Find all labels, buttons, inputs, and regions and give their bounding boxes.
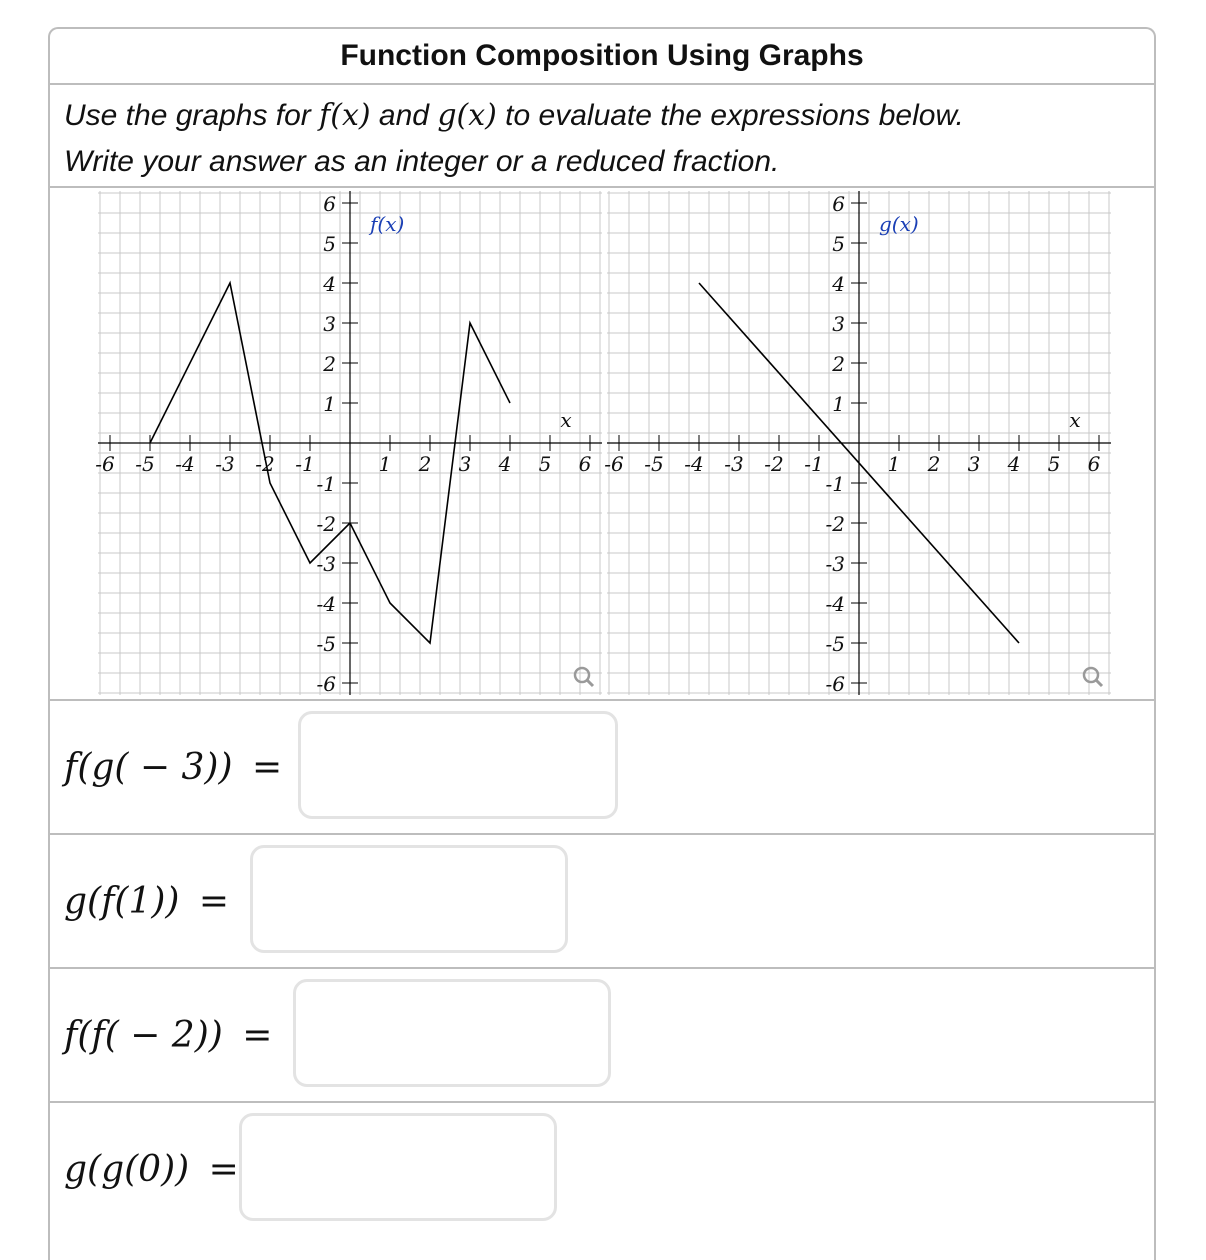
graphs-svg xyxy=(50,188,1154,699)
y-tick-label: 1 xyxy=(323,392,336,416)
f-graph-label: f(x) xyxy=(370,212,405,236)
x-tick-label: 3 xyxy=(458,452,472,476)
x-tick-label: 5 xyxy=(538,452,552,476)
magnifier-lens xyxy=(1084,668,1098,682)
x-tick-label: 2 xyxy=(418,452,432,476)
y-tick-label: -4 xyxy=(316,592,336,616)
instructions-line-1: Use the graphs for f(x) and g(x) to evaluate the expressions below. xyxy=(64,98,964,133)
y-tick-label: -2 xyxy=(825,512,845,536)
y-tick-label: 2 xyxy=(323,352,336,376)
g-of-x-symbol: g(x) xyxy=(437,98,497,133)
x-tick-label: -3 xyxy=(215,452,235,476)
question-row-4 xyxy=(50,1103,1154,1237)
y-tick-label: -5 xyxy=(316,632,336,656)
y-tick-label: 6 xyxy=(832,192,845,216)
y-tick-label: 2 xyxy=(832,352,845,376)
x-tick-label: -1 xyxy=(804,452,824,476)
magnifier-handle xyxy=(1096,680,1102,686)
magnifier-lens xyxy=(575,668,589,682)
y-tick-label: 6 xyxy=(323,192,336,216)
x-tick-label: -5 xyxy=(644,452,664,476)
x-tick-label: 6 xyxy=(578,452,592,476)
x-tick-label: -6 xyxy=(95,452,115,476)
instructions xyxy=(50,85,1154,188)
x-tick-label: 1 xyxy=(378,452,392,476)
magnifier-icon xyxy=(575,668,593,686)
y-tick-label: -3 xyxy=(825,552,845,576)
x-tick-label: 1 xyxy=(887,452,901,476)
magnifier-handle xyxy=(587,680,593,686)
instructions-line-2: Write your answer as an integer or a reduced fraction. xyxy=(64,145,780,178)
y-tick-label: -6 xyxy=(316,672,336,696)
y-tick-label: 4 xyxy=(323,272,336,296)
y-tick-label: 5 xyxy=(323,232,336,256)
x-tick-label: 3 xyxy=(967,452,981,476)
page-title: Function Composition Using Graphs xyxy=(50,29,1154,85)
question-row-2 xyxy=(50,835,1154,969)
y-tick-label: 4 xyxy=(832,272,845,296)
answer-input-2[interactable] xyxy=(250,845,568,953)
x-tick-label: -5 xyxy=(135,452,155,476)
x-axis-label: x xyxy=(1069,408,1081,432)
answer-input-3[interactable] xyxy=(293,979,611,1087)
magnifier-icon xyxy=(1084,668,1102,686)
x-tick-label: -4 xyxy=(684,452,704,476)
x-tick-label: -6 xyxy=(604,452,624,476)
question-row-3 xyxy=(50,969,1154,1103)
x-tick-label: 5 xyxy=(1047,452,1061,476)
x-tick-label: 4 xyxy=(498,452,512,476)
f-graph-curve xyxy=(150,283,510,643)
x-axis-label: x xyxy=(560,408,572,432)
x-tick-label: 6 xyxy=(1087,452,1101,476)
y-tick-label: -6 xyxy=(825,672,845,696)
y-tick-label: -1 xyxy=(316,472,336,496)
graphs-area xyxy=(50,188,1154,701)
question-row-1 xyxy=(50,701,1154,835)
x-tick-label: 2 xyxy=(927,452,941,476)
y-tick-label: -5 xyxy=(825,632,845,656)
x-tick-label: -1 xyxy=(295,452,315,476)
f-of-x-symbol: f(x) xyxy=(319,98,371,133)
y-tick-label: 3 xyxy=(832,312,845,336)
x-tick-label: -3 xyxy=(724,452,744,476)
y-tick-label: -1 xyxy=(825,472,845,496)
y-tick-label: 3 xyxy=(323,312,336,336)
g-graph-label: g(x) xyxy=(879,212,919,236)
expression-f-g-neg3: f(g( − 3)) = xyxy=(64,747,283,788)
y-tick-label: 5 xyxy=(832,232,845,256)
x-tick-label: 4 xyxy=(1007,452,1021,476)
x-tick-label: -2 xyxy=(764,452,784,476)
x-tick-label: -4 xyxy=(175,452,195,476)
y-tick-label: -3 xyxy=(316,552,336,576)
y-tick-label: -4 xyxy=(825,592,845,616)
expression-f-f-neg2: f(f( − 2)) = xyxy=(64,1015,273,1056)
answer-input-4[interactable] xyxy=(239,1113,557,1221)
graph-g-graph xyxy=(604,191,1111,696)
y-tick-label: 1 xyxy=(832,392,845,416)
graph-f-graph xyxy=(95,191,602,696)
answer-input-1[interactable] xyxy=(298,711,618,819)
expression-g-f-1: g(f(1)) = xyxy=(64,881,230,922)
x-tick-label: -2 xyxy=(255,452,275,476)
question-panel xyxy=(48,27,1156,1260)
y-tick-label: -2 xyxy=(316,512,336,536)
expression-g-g-0: g(g(0)) = xyxy=(64,1149,239,1190)
